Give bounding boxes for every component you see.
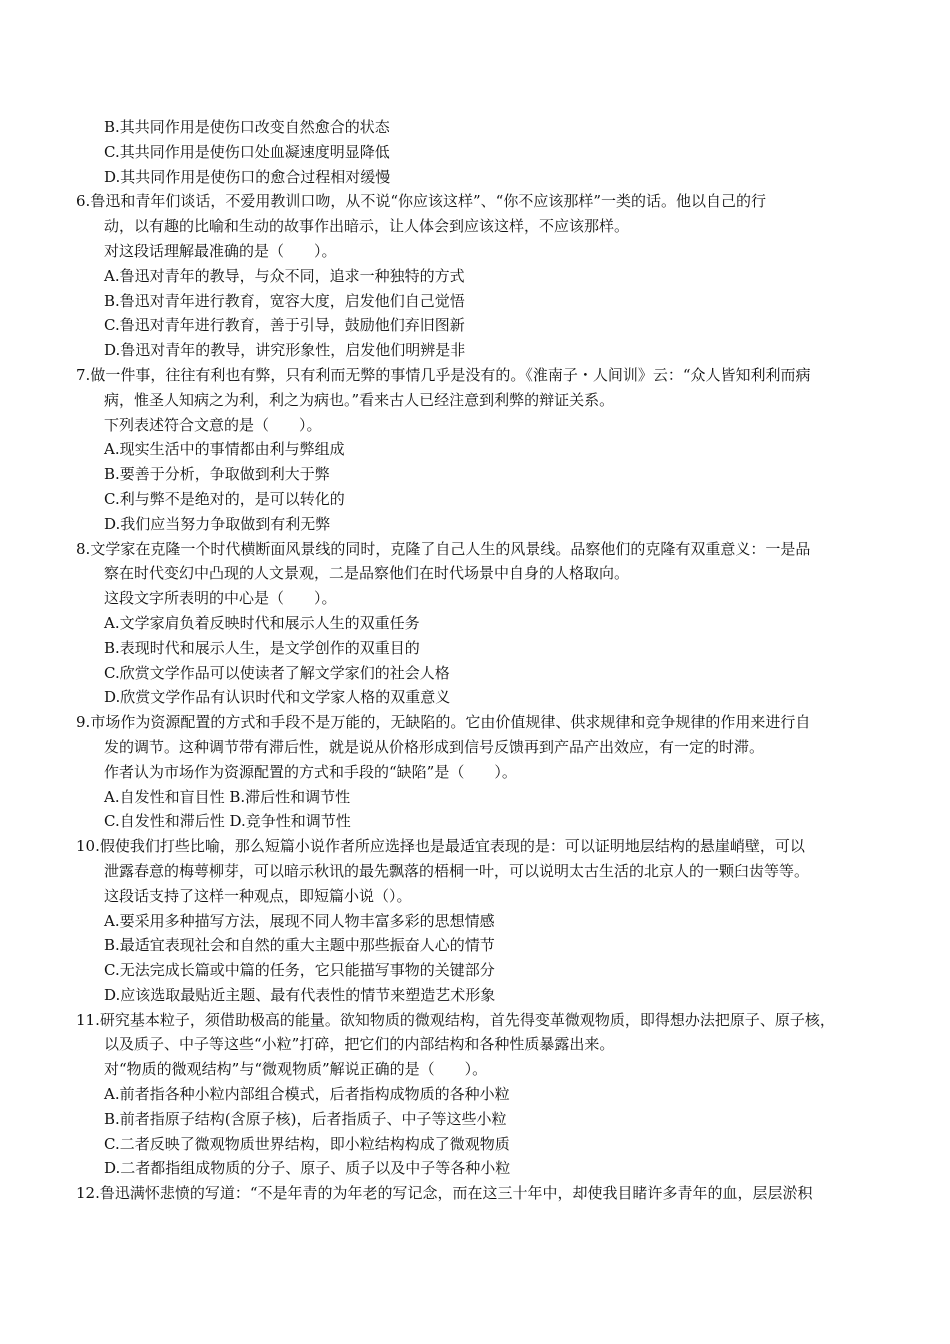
q11-option-b: B.前者指原子结构(含原子核)，后者指质子、中子等这些小粒 (104, 1109, 507, 1128)
q5-option-d: D.其共同作用是使伤口的愈合过程相对缓慢 (104, 167, 391, 186)
q8-option-b: B.表现时代和展示人生，是文学创作的双重目的 (104, 638, 420, 657)
q10-option-d: D.应该选取最贴近主题、最有代表性的情节来塑造艺术形象 (104, 985, 496, 1004)
q11-passage-line-2: 以及质子、中子等这些“小粒”打碎，把它们的内部结构和各种性质暴露出来。 (104, 1035, 615, 1054)
q10-option-b: B.最适宜表现社会和自然的重大主题中那些振奋人心的情节 (104, 936, 495, 955)
q10-passage-text-1: 假使我们打些比喻，那么短篇小说作者所应选择也是最适宜表现的是：可以证明地层结构的悬崖峭壁，可以 (99, 837, 805, 856)
q8-number: 8. (76, 539, 91, 558)
q9-passage-text-1: 市场作为资源配置的方式和手段不是万能的，无缺陷的。它由价值规律、供求规律和竞争规律的作用来进行自 (90, 713, 811, 732)
q6-passage-text-1: 鲁迅和青年们谈话，不爱用教训口吻，从不说“你应该这样”、“你不应该那样”一类的话。他以自己的行 (90, 192, 766, 211)
q11-passage-text-1: 研究基本粒子，须借助极高的能量。欲知物质的微观结构，首先得变革微观物质，即得想办法把原子、原子核， (99, 1010, 835, 1029)
q7-option-c: C.利与弊不是绝对的，是可以转化的 (104, 489, 345, 508)
q7-passage-line-2: 病，惟圣人知病之为利，利之为病也。”看来古人已经注意到利弊的辩证关系。 (104, 390, 615, 409)
q12-passage-line-1 (0, 1181, 950, 1206)
q12-number: 12. (76, 1184, 100, 1203)
q11-option-a: A.前者指各种小粒内部组合模式，后者指构成物质的各种小粒 (104, 1085, 510, 1104)
q9-stem: 作者认为市场作为资源配置的方式和手段的“缺陷”是（ ）。 (104, 762, 517, 781)
q8-passage-line-1 (0, 537, 950, 562)
q9-options-ab: A.自发性和盲目性 B.滞后性和调节性 (104, 787, 351, 806)
q8-option-d: D.欣赏文学作品有认识时代和文学家人格的双重意义 (104, 688, 451, 707)
q6-passage-line-2: 动，以有趣的比喻和生动的故事作出暗示，让人体会到应该这样，不应该那样。 (104, 217, 630, 236)
q11-option-d: D.二者都指组成物质的分子、原子、质子以及中子等各种小粒 (104, 1159, 511, 1178)
q8-passage-line-2: 察在时代变幻中凸现的人文景观，二是品察他们在时代场景中自身的人格取向。 (104, 564, 630, 583)
q10-passage-line-1 (0, 834, 950, 859)
q6-option-b: B.鲁迅对青年进行教育，宽容大度，启发他们自己觉悟 (104, 291, 465, 310)
q7-passage-text-1: 做一件事，往往有利也有弊，只有利而无弊的事情几乎是没有的。《淮南子・人间训》云：“众人皆知利利而病 (90, 365, 811, 384)
q11-option-c: C.二者反映了微观物质世界结构，即小粒结构构成了微观物质 (104, 1134, 510, 1153)
q9-number: 9. (76, 713, 91, 732)
q9-passage-line-2: 发的调节。这种调节带有滞后性，就是说从价格形成到信号反馈再到产品产出效应，有一定的时滞。 (104, 737, 765, 756)
q6-option-a: A.鲁迅对青年的教导，与众不同，追求一种独特的方式 (104, 266, 465, 285)
q10-stem: 这段话支持了这样一种观点，即短篇小说（）。 (104, 886, 412, 905)
q6-passage-line-1 (0, 189, 950, 214)
q7-option-a: A.现实生活中的事情都由利与弊组成 (104, 440, 345, 459)
exam-page (0, 115, 950, 1206)
q7-passage-line-1 (0, 363, 950, 388)
q11-stem: 对“物质的微观结构”与“微观物质”解说正确的是（ ）。 (104, 1060, 488, 1079)
q8-option-a: A.文学家肩负着反映时代和展示人生的双重任务 (104, 613, 420, 632)
q8-stem: 这段文字所表明的中心是（ ）。 (104, 589, 337, 608)
q7-number: 7. (76, 365, 91, 384)
q10-option-a: A.要采用多种描写方法，展现不同人物丰富多彩的思想情感 (104, 911, 495, 930)
q8-passage-text-1: 文学家在克隆一个时代横断面风景线的同时，克隆了自己人生的风景线。品察他们的克隆有双重意义：一是品 (90, 539, 811, 558)
q11-passage-line-1 (0, 1008, 950, 1033)
q7-stem: 下列表述符合文意的是（ ）。 (104, 415, 322, 434)
q10-number: 10. (76, 837, 100, 856)
q6-number: 6. (76, 192, 91, 211)
q5-option-c: C.其共同作用是使伤口处血凝速度明显降低 (104, 142, 390, 161)
q9-options-cd: C.自发性和滞后性 D.竞争性和调节性 (104, 812, 351, 831)
q7-option-b: B.要善于分析，争取做到利大于弊 (104, 465, 330, 484)
q5-option-b: B.其共同作用是使伤口改变自然愈合的状态 (104, 118, 390, 136)
q6-option-c: C.鲁迅对青年进行教育，善于引导，鼓励他们弃旧图新 (104, 316, 465, 335)
q6-option-d: D.鲁迅对青年的教导，讲究形象性，启发他们明辨是非 (104, 341, 466, 360)
q9-passage-line-1 (0, 710, 950, 735)
q8-option-c: C.欣赏文学作品可以使读者了解文学家们的社会人格 (104, 663, 450, 682)
q10-option-c: C.无法完成长篇或中篇的任务，它只能描写事物的关键部分 (104, 961, 495, 980)
q10-passage-line-2: 泄露春意的梅萼柳芽，可以暗示秋讯的最先飘落的梧桐一叶，可以说明太古生活的北京人的一颗臼齿等等。 (104, 861, 810, 880)
q6-stem: 对这段话理解最准确的是（ ）。 (104, 241, 337, 260)
q12-passage-text-1: 鲁迅满怀悲愤的写道：“不是年青的为年老的写记念，而在这三十年中，却使我目睹许多青年的血，层层淤积 (99, 1184, 813, 1203)
q11-number: 11. (76, 1010, 100, 1029)
q7-option-d: D.我们应当努力争取做到有利无弊 (104, 514, 331, 533)
